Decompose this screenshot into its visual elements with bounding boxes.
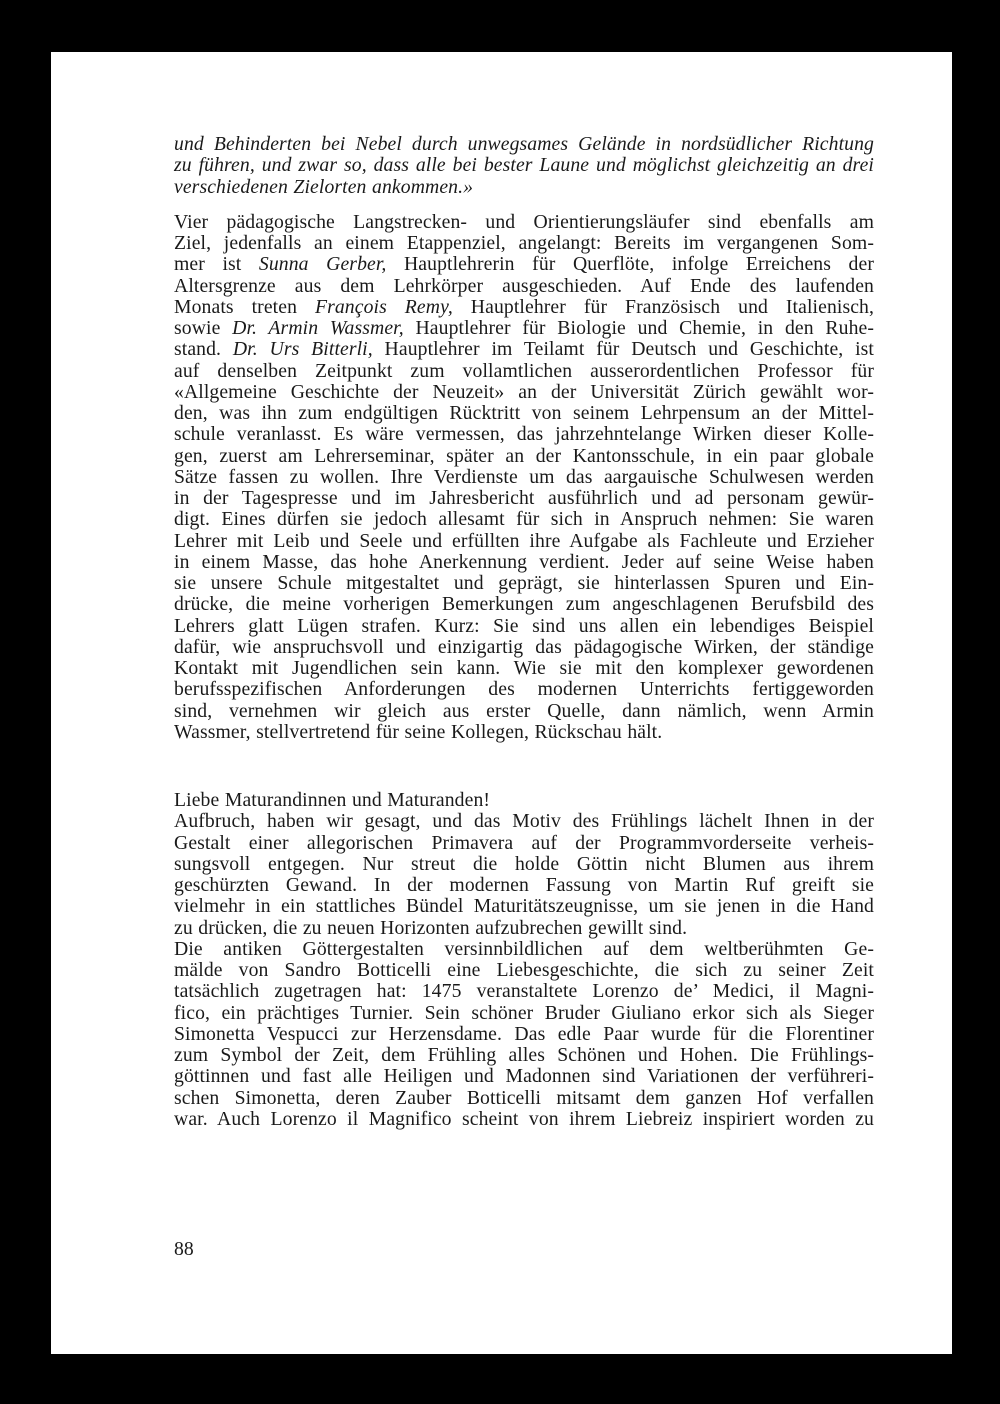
text-line: war. Auch Lorenzo il Magnifico scheint von ihrem Liebreiz inspiriert worden zu [174, 1107, 874, 1130]
text-line: sind, vernehmen wir gleich aus erster Quelle, dann nämlich, wenn Armin [174, 699, 874, 722]
text-line: Aufbruch, haben wir gesagt, und das Motiv des Frühlings lächelt Ihnen in der [174, 810, 874, 833]
page-number: 88 [174, 1238, 194, 1260]
text-line: Kontakt mit Jugendlichen sein kann. Wie sie mit den komplexer gewordenen [174, 657, 874, 679]
text-line: Lehrers glatt Lügen strafen. Kurz: Sie sind uns allen ein lebendiges Beispiel [174, 614, 874, 637]
text-line: zu drücken, die zu neuen Horizonten aufzubrechen gewillt sind. [174, 916, 688, 939]
text-line: «Allgemeine Geschichte der Neuzeit» an der Universität Zürich gewählt wor- [174, 380, 874, 403]
text-line: schen Simonetta, deren Zauber Botticelli mitsamt dem ganzen Hof verfallen [174, 1086, 874, 1109]
text-line: sungsvoll entgegen. Nur streut die holde Göttin nicht Blumen aus ihrem [174, 852, 874, 875]
body-text [174, 134, 874, 1130]
text-line: zum Symbol der Zeit, dem Frühling alles Schönen und Hohen. Die Frühlings- [174, 1044, 874, 1066]
paragraph-aufbruch [174, 811, 874, 939]
text-line: schule veranlasst. Es wäre vermessen, das jahrzehntelange Wirken dieser Kolle- [174, 423, 874, 446]
text-line: Lehrer mit Leib und Seele und erfüllten ihre Aufgabe als Fachleute und Erzieher [174, 529, 874, 552]
text-line: stand. Dr. Urs Bitterli, Hauptlehrer im Teilamt für Deutsch und Geschichte, ist [174, 338, 874, 361]
text-line: geschürzten Gewand. In der modernen Fassung von Martin Ruf greift sie [174, 874, 874, 896]
text-line: gen, zuerst am Lehrerseminar, später an der Kantonsschule, in ein paar globale [174, 444, 874, 467]
text-line: Altersgrenze aus dem Lehrkörper ausgeschieden. Auf Ende des laufenden [174, 274, 874, 297]
text-line: dafür, wie anspruchsvoll und einzigartig das pädagogische Wirken, der ständige [174, 635, 874, 658]
text-line: sowie Dr. Armin Wassmer, Hauptlehrer für Biologie und Chemie, in den Ruhe- [174, 317, 875, 339]
quote-line: verschiedenen Zielorten ankommen.» [174, 175, 474, 198]
person-name: Dr. Urs Bitterli, [232, 338, 373, 361]
text-line: Ziel, jedenfalls an einem Etappenziel, angelangt: Bereits im vergangenen Som- [174, 232, 874, 254]
text-line: fico, ein prächtiges Turnier. Sein schöner Bruder Giuliano erkor sich als Sieger [174, 1001, 874, 1024]
text-line: digt. Eines dürfen sie jedoch allesamt für sich in Anspruch nehmen: Sie waren [174, 508, 874, 531]
text-line: mälde von Sandro Botticelli eine Liebesgeschichte, die sich zu seiner Zeit [174, 959, 874, 981]
text-line: Gestalt einer allegorischen Primavera auf der Programmvorderseite verheis- [174, 831, 874, 854]
text-line: Die antiken Göttergestalten versinnbildlichen auf dem weltberühmten Ge- [174, 937, 874, 960]
paragraph-botticelli [174, 939, 874, 1130]
text-line: drücke, die meine vorherigen Bemerkungen zum angeschlagenen Berufsbild des [174, 593, 874, 616]
quote-line: zu führen, und zwar so, dass alle bei bester Laune und möglichst gleichzeitig an drei [174, 154, 874, 177]
salutation-line: Liebe Maturandinnen und Maturanden! [174, 789, 491, 811]
person-name: Sunna Gerber, [258, 253, 387, 276]
text-line: berufsspezifischen Anforderungen des modernen Unterrichts fertiggeworden [174, 678, 874, 701]
text-line: Simonetta Vespucci zur Herzensdame. Das edle Paar wurde für die Florentiner [174, 1022, 874, 1045]
person-name: Dr. Armin Wassmer, [232, 317, 404, 339]
text-line: auf denselben Zeitpunkt zum vollamtlichen ausserordentlichen Professor für [174, 359, 874, 382]
person-name: François Remy, [314, 295, 453, 318]
text-line: vielmehr in ein stattliches Bündel Maturitätszeugnisse, um sie jenen in die Hand [174, 895, 874, 918]
text-line: Vier pädagogische Langstrecken- und Orientierungsläufer sind ebenfalls am [174, 210, 874, 233]
text-line: in der Tagespresse und im Jahresbericht ausführlich und ad personam gewür- [174, 487, 874, 509]
text-line: Monats treten François Remy, Hauptlehrer für Französisch und Italienisch, [174, 295, 875, 318]
quote-block [174, 134, 874, 198]
paragraph-retirements [174, 212, 874, 743]
text-line: sie unsere Schule mitgestaltet und geprägt, sie hinterlassen Spuren und Ein- [174, 572, 874, 594]
quote-line: und Behinderten bei Nebel durch unwegsames Gelände in nordsüdlicher Richtung [174, 133, 874, 155]
text-line: Wassmer, stellvertretend für seine Kollegen, Rückschau hält. [174, 720, 663, 743]
text-line: Sätze fassen zu wollen. Ihre Verdienste um das aargauische Schulwesen werden [174, 465, 874, 488]
text-line: in einem Masse, das hohe Anerkennung verdient. Jeder auf seine Weise haben [174, 550, 874, 573]
salutation [174, 790, 874, 811]
text-line: göttinnen und fast alle Heiligen und Madonnen sind Variationen der verführeri- [174, 1065, 874, 1088]
text-line: den, was ihn zum endgültigen Rücktritt von seinem Lehrpensum an der Mittel- [174, 402, 874, 424]
text-line: tatsächlich zugetragen hat: 1475 veranstaltete Lorenzo de’ Medici, il Magni- [174, 980, 874, 1003]
text-line: mer ist Sunna Gerber, Hauptlehrerin für Querflöte, infolge Erreichens der [174, 253, 874, 276]
document-page [51, 52, 952, 1354]
